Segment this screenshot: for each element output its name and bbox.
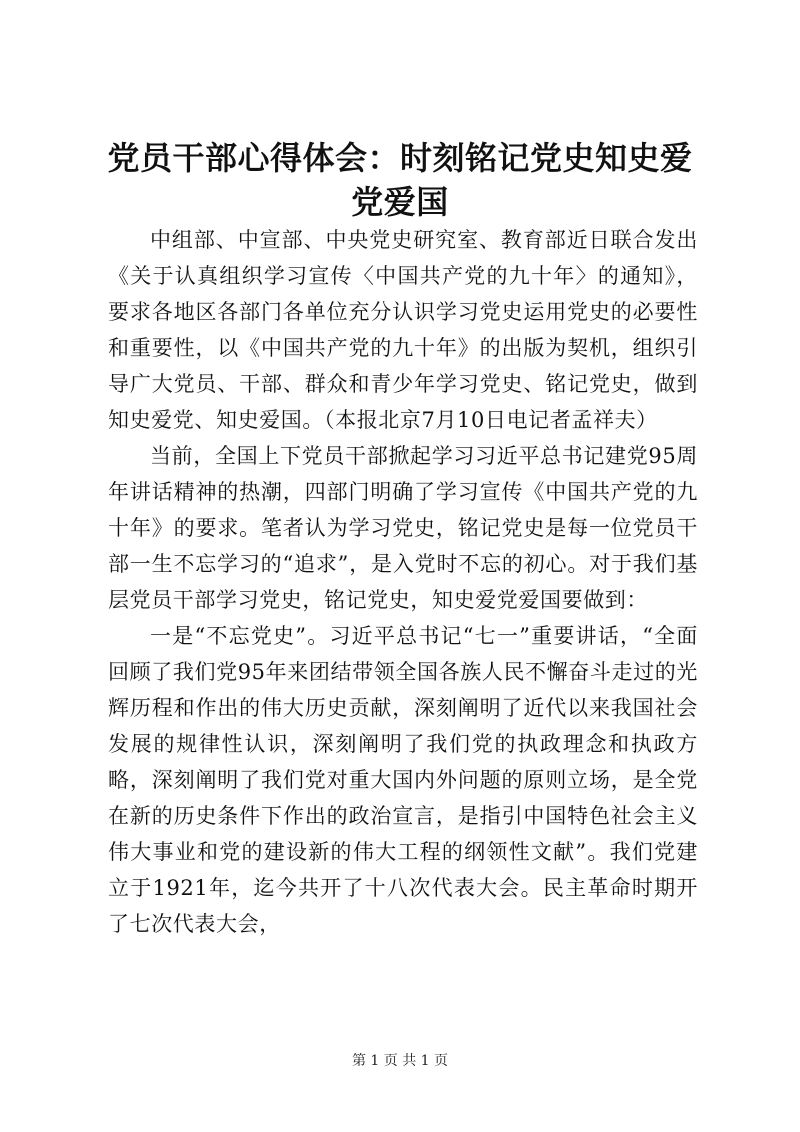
- page-footer: 第 1 页 共 1 页: [351, 1053, 449, 1069]
- document-body: [108, 222, 698, 942]
- document-title: 党员干部心得体会：时刻铭记党史知史爱党爱国: [107, 139, 693, 221]
- paragraph-intro: 中组部、中宣部、中央党史研究室、教育部近日联合发出《关于认真组织学习宣传〈中国共产党的九十年〉的通知》，要求各地区各部门各单位充分认识学习党史运用党史的必要性和重要性，以《中国共产党的九十年》的出版为契机，组织引导广大党员、干部、群众和青少年学习党史、铭记党史，做到知史爱党、知史爱国。（本报北京7月10日电记者孟祥夫）: [108, 228, 698, 432]
- paragraph-current: 当前，全国上下党员干部掀起学习习近平总书记建党95周年讲话精神的热潮，四部门明确了学习宣传《中国共产党的九十年》的要求。笔者认为学习党史，铭记党史是每一位党员干部一生不忘学习的“追求”，是入党时不忘的初心。对于我们基层党员干部学习党史，铭记党史，知史爱党爱国要做到：: [108, 444, 698, 612]
- paragraph-point-one: 一是“不忘党史”。习近平总书记“七一”重要讲话，“全面回顾了我们党95年来团结带领全国各族人民不懈奋斗走过的光辉历程和作出的伟大历史贡献，深刻阐明了近代以来我国社会发展的规律性认识，深刻阐明了我们党的执政理念和执政方略，深刻阐明了我们党对重大国内外问题的原则立场，是全党在新的历史条件下作出的政治宣言，是指引中国特色社会主义伟大事业和党的建设新的伟大工程的纲领性文献”。我们党建立于1921年，迄今共开了十八次代表大会。民主革命时期开了七次代表大会，: [108, 624, 698, 936]
